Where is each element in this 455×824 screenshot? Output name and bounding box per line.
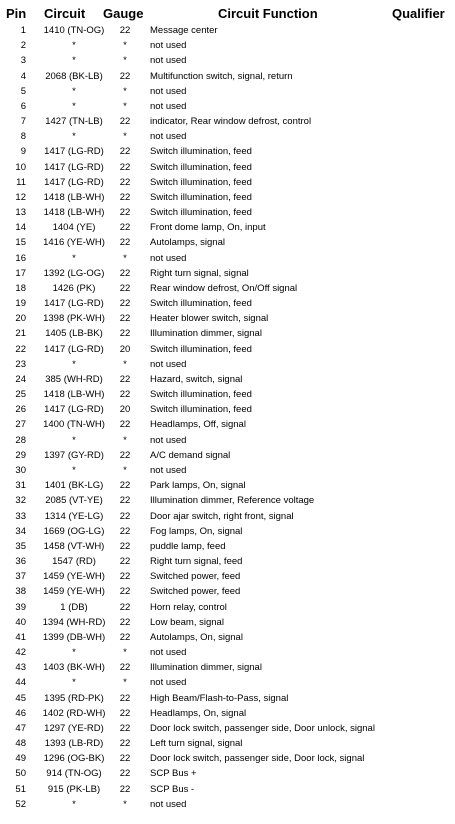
- pin-cell: 27: [15, 419, 26, 431]
- gauge-cell: 22: [119, 267, 131, 279]
- circuit-cell: 1416 (YE-WH): [43, 237, 105, 249]
- table-row: [0, 478, 455, 493]
- gauge-cell: 22: [119, 116, 131, 128]
- function-cell: Switch illumination, feed: [150, 404, 252, 416]
- function-cell: not used: [150, 358, 187, 370]
- table-row: [0, 220, 455, 235]
- pin-cell: 52: [15, 798, 26, 810]
- pin-cell: 20: [15, 313, 26, 325]
- circuit-cell: 1395 (RD-PK): [44, 692, 104, 704]
- table-row: [0, 372, 455, 387]
- table-row: [0, 326, 455, 341]
- function-cell: not used: [150, 85, 187, 97]
- pin-cell: 26: [15, 404, 26, 416]
- circuit-cell: 914 (TN-OG): [46, 768, 102, 780]
- circuit-cell: *: [72, 798, 76, 810]
- function-cell: Headlamps, Off, signal: [150, 419, 246, 431]
- gauge-cell: *: [123, 131, 127, 143]
- gauge-cell: 22: [119, 571, 131, 583]
- pin-cell: 4: [20, 70, 26, 82]
- circuit-cell: 1394 (WH-RD): [42, 616, 106, 628]
- table-row: [0, 160, 455, 175]
- table-row: [0, 691, 455, 706]
- gauge-cell: *: [123, 358, 127, 370]
- gauge-cell: 22: [119, 495, 131, 507]
- table-row: [0, 782, 455, 797]
- table-row: [0, 235, 455, 250]
- pin-cell: 51: [15, 783, 26, 795]
- circuit-cell: *: [72, 647, 76, 659]
- pin-cell: 32: [15, 495, 26, 507]
- function-cell: not used: [150, 252, 187, 264]
- pin-cell: 24: [15, 373, 26, 385]
- gauge-cell: *: [123, 798, 127, 810]
- gauge-cell: 22: [119, 161, 131, 173]
- gauge-cell: 22: [119, 298, 131, 310]
- pin-cell: 2: [20, 40, 26, 52]
- circuit-cell: 1417 (LG-RD): [44, 161, 104, 173]
- circuit-cell: 1418 (LB-WH): [43, 389, 105, 401]
- function-cell: Low beam, signal: [150, 616, 224, 628]
- circuit-cell: 385 (WH-RD): [45, 373, 103, 385]
- pin-cell: 44: [15, 677, 26, 689]
- gauge-cell: 22: [119, 373, 131, 385]
- circuit-cell: *: [72, 677, 76, 689]
- gauge-cell: 22: [119, 389, 131, 401]
- gauge-cell: 22: [119, 662, 131, 674]
- table-row: [0, 463, 455, 478]
- pin-cell: 40: [15, 616, 26, 628]
- header-gauge: Gauge: [103, 6, 144, 21]
- pin-cell: 6: [20, 100, 26, 112]
- circuit-cell: 1296 (OG-BK): [43, 753, 105, 765]
- gauge-cell: 22: [119, 237, 131, 249]
- gauge-cell: *: [123, 55, 127, 67]
- circuit-cell: 1399 (DB-WH): [42, 631, 106, 643]
- gauge-cell: 22: [119, 313, 131, 325]
- pin-cell: 15: [15, 237, 26, 249]
- table-row: [0, 357, 455, 372]
- pin-cell: 42: [15, 647, 26, 659]
- table-row: [0, 645, 455, 660]
- function-cell: Switch illumination, feed: [150, 191, 252, 203]
- table-row: [0, 524, 455, 539]
- function-cell: Hazard, switch, signal: [150, 373, 243, 385]
- pin-cell: 5: [20, 85, 26, 97]
- table-row: [0, 448, 455, 463]
- function-cell: Autolamps, signal: [150, 237, 225, 249]
- circuit-cell: 1458 (VT-WH): [43, 540, 105, 552]
- circuit-cell: 1400 (TN-WH): [43, 419, 105, 431]
- circuit-cell: 1417 (LG-RD): [44, 343, 104, 355]
- function-cell: Illumination dimmer, signal: [150, 328, 262, 340]
- pin-cell: 47: [15, 722, 26, 734]
- table-row: [0, 129, 455, 144]
- gauge-cell: *: [123, 252, 127, 264]
- gauge-cell: 22: [119, 191, 131, 203]
- function-cell: Switch illumination, feed: [150, 207, 252, 219]
- table-row: [0, 721, 455, 736]
- gauge-cell: 22: [119, 282, 131, 294]
- circuit-cell: 1410 (TN-OG): [43, 25, 105, 36]
- function-cell: Door ajar switch, right front, signal: [150, 510, 294, 522]
- table-row: [0, 584, 455, 599]
- table-row: [0, 630, 455, 645]
- circuit-cell: 1402 (RD-WH): [42, 707, 106, 719]
- pin-cell: 28: [15, 434, 26, 446]
- circuit-cell: *: [72, 40, 76, 52]
- circuit-cell: 1297 (YE-RD): [44, 722, 104, 734]
- function-cell: not used: [150, 40, 187, 52]
- function-cell: Switched power, feed: [150, 571, 241, 583]
- pin-cell: 19: [15, 298, 26, 310]
- gauge-cell: *: [123, 647, 127, 659]
- pin-cell: 1: [20, 25, 26, 36]
- function-cell: puddle lamp, feed: [150, 540, 226, 552]
- circuit-cell: 1417 (LG-RD): [44, 404, 104, 416]
- table-row: [0, 402, 455, 417]
- gauge-cell: *: [123, 40, 127, 52]
- circuit-cell: 2085 (VT-YE): [45, 495, 103, 507]
- pin-cell: 18: [15, 282, 26, 294]
- table-row: [0, 251, 455, 266]
- pin-cell: 8: [20, 131, 26, 143]
- circuit-cell: 1404 (YE): [52, 222, 96, 234]
- gauge-cell: *: [123, 85, 127, 97]
- header-qualifier: Qualifier: [392, 6, 445, 21]
- function-cell: Switch illumination, feed: [150, 176, 252, 188]
- table-row: [0, 554, 455, 569]
- function-cell: Heater blower switch, signal: [150, 313, 269, 325]
- table-row: [0, 433, 455, 448]
- table-row: [0, 38, 455, 53]
- table-row: [0, 23, 455, 38]
- table-row: [0, 205, 455, 220]
- table-row: [0, 114, 455, 129]
- circuit-cell: *: [72, 131, 76, 143]
- pin-cell: 39: [15, 601, 26, 613]
- circuit-cell: *: [72, 358, 76, 370]
- pin-cell: 46: [15, 707, 26, 719]
- circuit-cell: 1427 (TN-LB): [45, 116, 103, 128]
- gauge-cell: 22: [119, 783, 131, 795]
- table-row: [0, 736, 455, 751]
- table-row: [0, 569, 455, 584]
- table-row: [0, 342, 455, 357]
- pin-cell: 3: [20, 55, 26, 67]
- circuit-cell: *: [72, 464, 76, 476]
- circuit-cell: *: [72, 55, 76, 67]
- circuit-cell: 1417 (LG-RD): [44, 146, 104, 158]
- gauge-cell: 22: [119, 692, 131, 704]
- gauge-cell: 22: [119, 222, 131, 234]
- table-row: [0, 539, 455, 554]
- function-cell: Autolamps, On, signal: [150, 631, 243, 643]
- gauge-cell: 22: [119, 328, 131, 340]
- circuit-cell: 1547 (RD): [52, 556, 96, 568]
- gauge-cell: 22: [119, 510, 131, 522]
- circuit-cell: 1392 (LG-OG): [43, 267, 105, 279]
- function-cell: not used: [150, 647, 187, 659]
- function-cell: not used: [150, 100, 187, 112]
- table-row: [0, 190, 455, 205]
- circuit-cell: *: [72, 434, 76, 446]
- pin-cell: 14: [15, 222, 26, 234]
- function-cell: not used: [150, 798, 187, 810]
- function-cell: not used: [150, 677, 187, 689]
- table-row: [0, 509, 455, 524]
- circuit-cell: 1426 (PK): [52, 282, 96, 294]
- table-row: [0, 281, 455, 296]
- pin-cell: 7: [20, 116, 26, 128]
- pin-cell: 34: [15, 525, 26, 537]
- gauge-cell: 22: [119, 738, 131, 750]
- function-cell: Message center: [150, 25, 218, 36]
- function-cell: SCP Bus -: [150, 783, 195, 795]
- function-cell: Right turn signal, feed: [150, 556, 243, 568]
- circuit-cell: *: [72, 100, 76, 112]
- gauge-cell: 22: [119, 556, 131, 568]
- table-row: [0, 99, 455, 114]
- table-row: [0, 493, 455, 508]
- circuit-cell: *: [72, 85, 76, 97]
- gauge-cell: 22: [119, 722, 131, 734]
- circuit-cell: 1314 (YE-LG): [44, 510, 104, 522]
- circuit-cell: 1418 (LB-WH): [43, 191, 105, 203]
- pin-cell: 11: [16, 176, 26, 188]
- pin-cell: 45: [15, 692, 26, 704]
- pin-cell: 12: [15, 191, 26, 203]
- function-cell: not used: [150, 434, 187, 446]
- function-cell: not used: [150, 464, 187, 476]
- circuit-cell: 1418 (LB-WH): [43, 207, 105, 219]
- function-cell: Switch illumination, feed: [150, 146, 252, 158]
- gauge-cell: 22: [119, 146, 131, 158]
- gauge-cell: 22: [119, 601, 131, 613]
- table-row: [0, 660, 455, 675]
- circuit-cell: 1669 (OG-LG): [43, 525, 105, 537]
- table-row: [0, 600, 455, 615]
- function-cell: Door lock switch, passenger side, Door lock, signal: [150, 753, 365, 765]
- circuit-cell: 915 (PK-LB): [47, 783, 101, 795]
- pin-cell: 33: [15, 510, 26, 522]
- pin-cell: 38: [15, 586, 26, 598]
- gauge-cell: 22: [119, 616, 131, 628]
- table-row: [0, 417, 455, 432]
- function-cell: Fog lamps, On, signal: [150, 525, 243, 537]
- function-cell: Front dome lamp, On, input: [150, 222, 266, 234]
- gauge-cell: *: [123, 464, 127, 476]
- function-cell: Headlamps, On, signal: [150, 707, 247, 719]
- pin-cell: 25: [15, 389, 26, 401]
- table-row: [0, 266, 455, 281]
- pin-cell: 13: [15, 207, 26, 219]
- gauge-cell: 22: [119, 525, 131, 537]
- gauge-cell: 22: [119, 207, 131, 219]
- gauge-cell: 22: [119, 707, 131, 719]
- gauge-cell: 22: [119, 176, 131, 188]
- function-cell: Switched power, feed: [150, 586, 241, 598]
- circuit-cell: 1417 (LG-RD): [44, 298, 104, 310]
- gauge-cell: 22: [119, 586, 131, 598]
- table-row: [0, 311, 455, 326]
- gauge-cell: 22: [119, 480, 131, 492]
- pin-cell: 23: [15, 358, 26, 370]
- table-row: [0, 387, 455, 402]
- pin-cell: 48: [15, 738, 26, 750]
- function-cell: not used: [150, 131, 187, 143]
- pin-cell: 31: [15, 480, 26, 492]
- function-cell: A/C demand signal: [150, 449, 231, 461]
- gauge-cell: 20: [119, 404, 131, 416]
- function-cell: Illumination dimmer, Reference voltage: [150, 495, 315, 507]
- gauge-cell: *: [123, 677, 127, 689]
- table-row: [0, 615, 455, 630]
- function-cell: indicator, Rear window defrost, control: [150, 116, 312, 128]
- pin-cell: 36: [15, 556, 26, 568]
- table-row: [0, 797, 455, 812]
- pin-cell: 30: [15, 464, 26, 476]
- pin-cell: 17: [15, 267, 26, 279]
- header-pin: Pin: [6, 6, 27, 21]
- table-row: [0, 751, 455, 766]
- gauge-cell: 20: [119, 343, 131, 355]
- header-circuit: Circuit: [44, 6, 86, 21]
- gauge-cell: 22: [119, 449, 131, 461]
- function-cell: High Beam/Flash-to-Pass, signal: [150, 692, 289, 704]
- function-cell: Switch illumination, feed: [150, 389, 252, 401]
- pin-cell: 41: [15, 631, 26, 643]
- pin-cell: 22: [15, 343, 26, 355]
- table-row: [0, 706, 455, 721]
- pin-cell: 9: [20, 146, 26, 158]
- table-row: [0, 84, 455, 99]
- function-cell: Horn relay, control: [150, 601, 227, 613]
- circuit-cell: 1397 (GY-RD): [44, 449, 104, 461]
- function-cell: Door lock switch, passenger side, Door unlock, signal: [150, 722, 375, 734]
- gauge-cell: 22: [119, 768, 131, 780]
- pin-cell: 50: [15, 768, 26, 780]
- pin-cell: 21: [15, 328, 26, 340]
- function-cell: not used: [150, 55, 187, 67]
- circuit-cell: 2068 (BK-LB): [45, 70, 103, 82]
- pin-cell: 49: [15, 753, 26, 765]
- circuit-cell: 1401 (BK-LG): [44, 480, 104, 492]
- table-row: [0, 175, 455, 190]
- circuit-cell: 1405 (LB-BK): [45, 328, 103, 340]
- function-cell: SCP Bus +: [150, 768, 197, 780]
- circuit-cell: 1417 (LG-RD): [44, 176, 104, 188]
- gauge-cell: 22: [119, 540, 131, 552]
- circuit-cell: 1403 (BK-WH): [43, 662, 105, 674]
- pin-cell: 10: [15, 161, 26, 173]
- circuit-cell: 1 (DB): [60, 601, 88, 613]
- gauge-cell: 22: [119, 70, 131, 82]
- function-cell: Switch illumination, feed: [150, 298, 252, 310]
- function-cell: Switch illumination, feed: [150, 343, 252, 355]
- function-cell: Multifunction switch, signal, return: [150, 70, 293, 82]
- function-cell: Illumination dimmer, signal: [150, 662, 262, 674]
- function-cell: Rear window defrost, On/Off signal: [150, 282, 298, 294]
- pin-cell: 35: [15, 540, 26, 552]
- gauge-cell: 22: [119, 25, 131, 36]
- function-cell: Left turn signal, signal: [150, 738, 243, 750]
- gauge-cell: *: [123, 100, 127, 112]
- function-cell: Switch illumination, feed: [150, 161, 252, 173]
- gauge-cell: 22: [119, 419, 131, 431]
- circuit-cell: 1398 (PK-WH): [43, 313, 105, 325]
- table-row: [0, 69, 455, 84]
- pin-table-body: [0, 23, 455, 812]
- function-cell: Right turn signal, signal: [150, 267, 249, 279]
- circuit-cell: *: [72, 252, 76, 264]
- table-row: [0, 144, 455, 159]
- gauge-cell: 22: [119, 631, 131, 643]
- circuit-cell: 1459 (YE-WH): [43, 571, 105, 583]
- pin-cell: 37: [15, 571, 26, 583]
- table-row: [0, 296, 455, 311]
- pin-cell: 43: [15, 662, 26, 674]
- circuit-cell: 1393 (LB-RD): [44, 738, 104, 750]
- pin-cell: 29: [15, 449, 26, 461]
- header-circuit-function: Circuit Function: [218, 6, 318, 21]
- gauge-cell: *: [123, 434, 127, 446]
- function-cell: Park lamps, On, signal: [150, 480, 246, 492]
- gauge-cell: 22: [119, 753, 131, 765]
- circuit-cell: 1459 (YE-WH): [43, 586, 105, 598]
- table-row: [0, 53, 455, 68]
- pin-cell: 16: [15, 252, 26, 264]
- table-row: [0, 675, 455, 690]
- table-row: [0, 766, 455, 781]
